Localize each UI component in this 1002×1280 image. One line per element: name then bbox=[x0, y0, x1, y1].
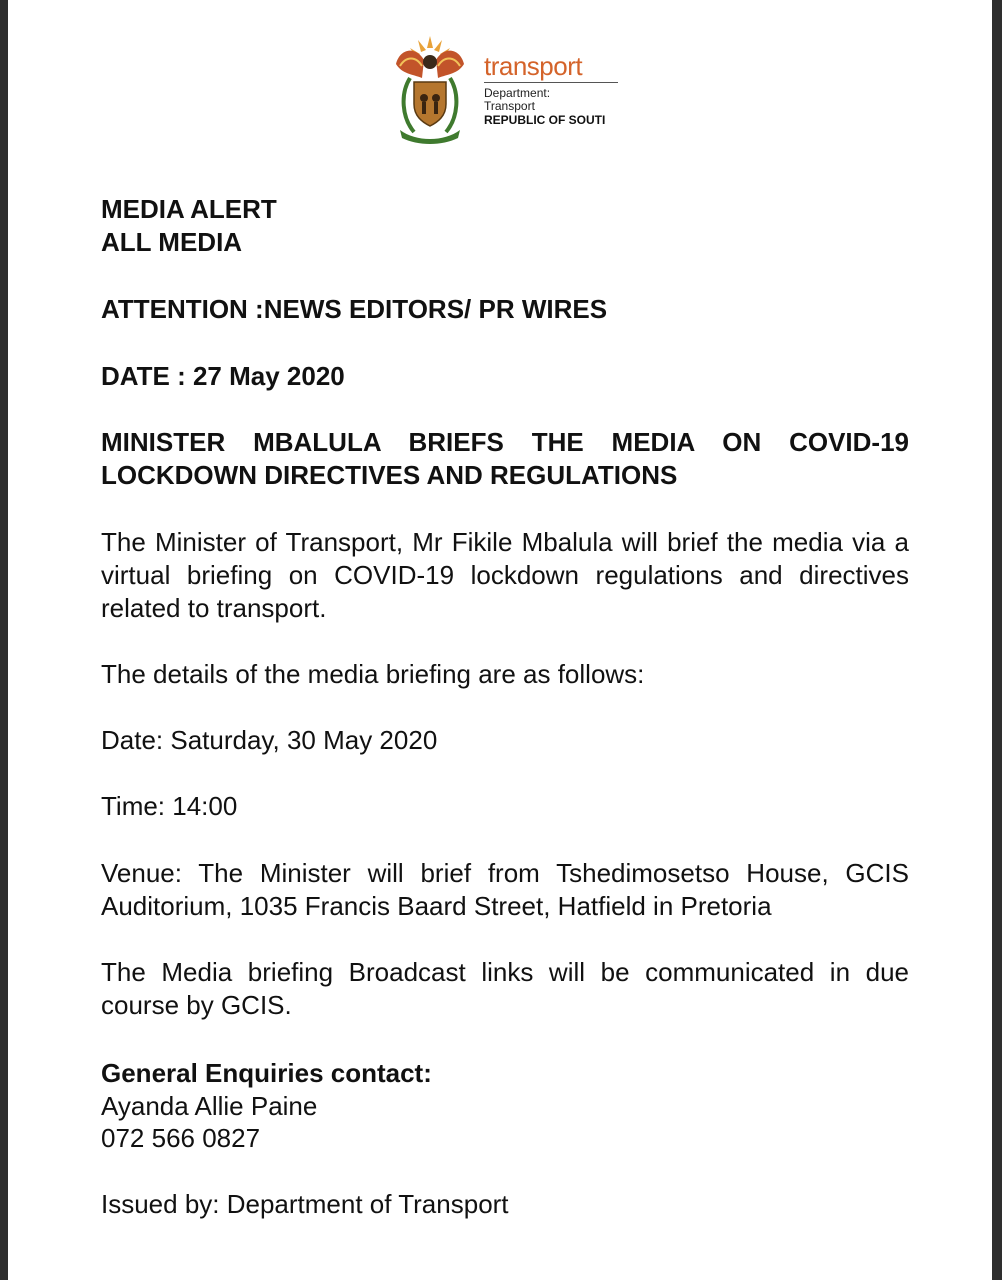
document-page bbox=[8, 0, 992, 1280]
right-dark-border bbox=[992, 0, 1002, 1280]
media-alert-heading: MEDIA ALERT bbox=[101, 194, 277, 224]
logo-department-name: Transport bbox=[484, 99, 535, 113]
logo-divider bbox=[484, 82, 618, 83]
contact-heading: General Enquiries contact: bbox=[101, 1058, 432, 1088]
broadcast-note: The Media briefing Broadcast links will be communicated in due course by GCIS. bbox=[101, 957, 909, 1020]
logo-brand-name: transport bbox=[484, 51, 583, 81]
department-logo bbox=[386, 34, 626, 146]
briefing-venue: Venue: The Minister will brief from Tshedimosetso House, GCIS Auditorium, 1035 Francis Baard Street, Hatfield in Pretoria bbox=[101, 858, 909, 921]
logo-text-group bbox=[484, 52, 624, 128]
details-intro: The details of the media briefing are as follows: bbox=[101, 659, 645, 689]
contact-phone: 072 566 0827 bbox=[101, 1123, 261, 1153]
alert-date: DATE : 27 May 2020 bbox=[101, 361, 345, 391]
briefing-time: Time: 14:00 bbox=[101, 791, 238, 821]
issued-by: Issued by: Department of Transport bbox=[101, 1189, 509, 1219]
all-media-heading: ALL MEDIA bbox=[101, 227, 243, 257]
briefing-date: Date: Saturday, 30 May 2020 bbox=[101, 725, 438, 755]
coat-of-arms-icon bbox=[386, 34, 474, 144]
logo-republic-label: REPUBLIC OF SOUTI bbox=[484, 113, 606, 127]
headline: MINISTER MBALULA BRIEFS THE MEDIA ON COVID-19 LOCKDOWN DIRECTIVES AND REGULATIONS bbox=[101, 427, 909, 490]
contact-name: Ayanda Allie Paine bbox=[101, 1091, 318, 1121]
logo-department-label: Department: bbox=[484, 86, 551, 100]
intro-paragraph: The Minister of Transport, Mr Fikile Mbalula will brief the media via a virtual briefing on COVID-19 lockdown regulations and directives related to transport. bbox=[101, 527, 909, 623]
left-dark-border bbox=[0, 0, 8, 1280]
attention-line: ATTENTION :NEWS EDITORS/ PR WIRES bbox=[101, 294, 608, 324]
